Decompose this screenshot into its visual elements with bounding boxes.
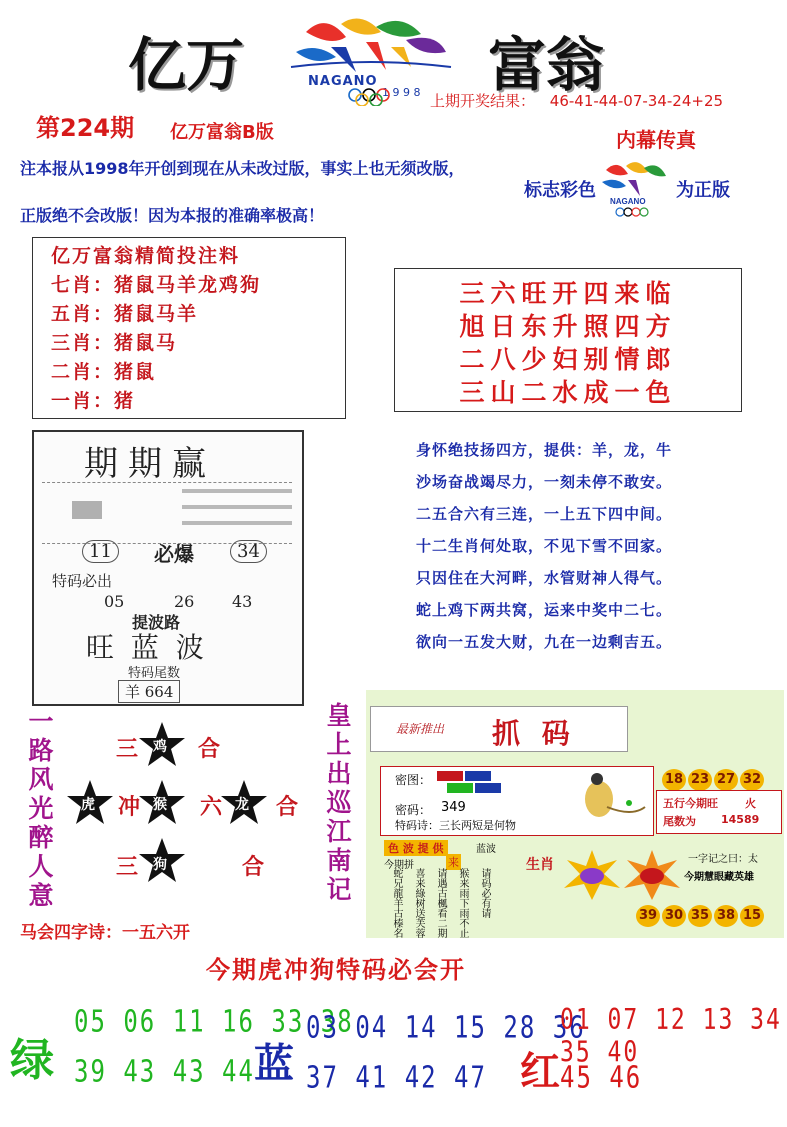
picks-box: [32, 237, 346, 419]
issue-edition: 亿万富翁B版: [170, 122, 274, 143]
today-label: 今期拼: [384, 860, 414, 871]
verse-line: 身怀绝技扬四方，提供：羊，龙，牛: [416, 441, 673, 459]
grab-col: 喜来綠树送芙蓉: [413, 868, 424, 938]
verse-line: 蛇上鸡下两共窝，运来中奖中二七。: [416, 601, 673, 619]
star-row2-b: 冲: [118, 795, 141, 820]
title-left: 亿万: [128, 31, 245, 99]
picks-title: 亿万富翁精简投注料: [51, 245, 241, 267]
fax-label: 内幕传真: [616, 128, 696, 152]
green-wave-row1: 05 06 11 16 33 38: [74, 1004, 354, 1039]
scan-right-num: 34: [230, 540, 267, 563]
notice-line-1: 注本报从1998年开创到现在从未改过版，事实上也无须改版，: [20, 159, 465, 178]
olympic-rings-icon: [346, 88, 406, 106]
number-ball: 27: [714, 769, 738, 791]
star-row2-c: 猴: [153, 797, 167, 813]
scan-num: 05: [104, 592, 125, 611]
verse-line: 十二生肖何处取，不见下雪不回家。: [416, 537, 673, 555]
green-wave-row2: 39 43 43 44: [74, 1054, 255, 1089]
scan-noise: [42, 482, 292, 544]
green-wave-label: 绿: [10, 1035, 54, 1086]
red-wave-label: 红: [520, 1049, 560, 1095]
horse-poem: 马会四字诗：一五六开: [20, 923, 190, 943]
number-ball: 39: [636, 905, 660, 927]
grab-balls-top: [662, 768, 766, 791]
poem-line: 旭日东升照四方: [459, 312, 677, 341]
picks-line: 三肖：猪鼠马: [51, 332, 178, 354]
scan-mid-text: 特码必出: [52, 572, 113, 590]
grab-password-label: 密图：: [395, 773, 432, 787]
grab-title: 抓 码: [492, 717, 576, 750]
star-row2-a: 虎: [81, 797, 95, 813]
title-right: 富翁: [488, 31, 605, 99]
picks-line: 七肖：猪鼠马羊龙鸡狗: [51, 274, 262, 296]
blue-wave-row2: 37 41 42 47: [306, 1060, 487, 1095]
color-row: 色 波 提 供: [384, 840, 448, 856]
verse-line: 沙场奋战竭尽力，一刻未停不敢安。: [416, 473, 673, 491]
grab-note: 一字记之曰：太: [688, 854, 758, 865]
small-nagano-logo-icon: [598, 156, 672, 218]
grab-balls-bottom: [636, 904, 766, 927]
picks-line: 五肖：猪鼠马羊: [51, 303, 199, 325]
flower-logo-icon: [286, 12, 456, 82]
element-line1: 五行今期旺: [663, 797, 718, 810]
element-line2: 尾数为: [663, 815, 696, 828]
verse-line: 只因住在大河畔，水管财神人得气。: [416, 569, 673, 587]
scan-left-num: 11: [82, 540, 119, 563]
last-result-value: 46-41-44-07-34-24+25: [549, 92, 724, 110]
scan-road: 提波路: [132, 613, 181, 632]
verse-list: [416, 434, 706, 658]
star-row1-c: 合: [198, 737, 221, 762]
scan-panel: [32, 430, 304, 706]
star-row2-f: 合: [276, 795, 299, 820]
scan-title: 期期赢: [84, 444, 216, 484]
logo-text: NAGANO: [308, 74, 378, 89]
grab-special-poem: 特码诗：三长两短是何物: [395, 819, 516, 832]
scan-tail: 羊 664: [118, 680, 180, 703]
grab-col: 蛇兄龍羊古榛名: [391, 868, 402, 938]
bird-icon: [577, 767, 647, 833]
grab-latest: 最新推出: [396, 722, 445, 736]
star-diagram: [60, 712, 310, 898]
grab-code-panel: [366, 690, 784, 938]
burst-goat-icon: [622, 850, 682, 900]
verse-line: 欲向一五发大财，九在一边剩吉五。: [416, 633, 673, 651]
star-row2-e: 龙: [235, 797, 249, 813]
grab-columns: [390, 868, 490, 938]
red-wave-row2: 45 46: [560, 1060, 643, 1095]
star-row3-a: 三: [116, 855, 139, 880]
red-wave-row1: 01 07 12 13 34 35 40: [560, 1004, 782, 1069]
grab-code-box: [380, 766, 654, 836]
today-value: 来: [448, 856, 459, 869]
star-row1-a: 三: [116, 737, 139, 762]
grab-col: 猴来雨下雨不止: [457, 868, 468, 938]
element-value1: 火: [745, 797, 756, 810]
scan-num: 26: [174, 592, 195, 611]
poem-line: 三六旺开四来临: [459, 279, 677, 308]
picks-line: 二肖：猪鼠: [51, 361, 157, 383]
poem-line: 二八少妇别情郎: [459, 345, 677, 374]
logo-year: 1 9 9 8: [382, 86, 421, 99]
scan-sub: 特码尾数: [128, 666, 181, 681]
issue-number: 第224期: [36, 114, 135, 142]
scan-num: 43: [232, 592, 253, 611]
number-ball: 30: [662, 905, 686, 927]
color-value: 蓝波: [476, 844, 496, 855]
scan-line-a: 必爆: [154, 542, 194, 566]
burst-ox-icon: [562, 850, 622, 900]
slogan: 今期虎冲狗特码必会开: [206, 956, 466, 984]
number-ball: 23: [688, 769, 712, 791]
star-row3-b: 狗: [153, 857, 167, 873]
number-ball: 35: [688, 905, 712, 927]
picks-line: 一肖：猪: [51, 390, 136, 412]
star-row1-b: 鸡: [153, 739, 167, 755]
poem-box: [394, 268, 742, 412]
code-graphic-icon: [437, 771, 501, 795]
last-result: [430, 90, 723, 111]
number-ball: 38: [714, 905, 738, 927]
logo-note-right: 为正版: [676, 180, 730, 201]
left-vertical-text: 一路风光醉人意: [25, 708, 54, 911]
last-result-label: 上期开奖结果：: [430, 92, 536, 110]
blue-wave-label: 蓝: [254, 1041, 294, 1087]
number-ball: 32: [740, 769, 764, 791]
grab-col: 请遇古楓看二期: [435, 868, 446, 938]
grab-password-value: 349: [441, 800, 466, 815]
zodiac-label: 生肖: [526, 857, 554, 873]
number-ball: 15: [740, 905, 764, 927]
poem-line: 三山二水成一色: [459, 378, 677, 407]
right-vertical-text: 皇上出巡江南记: [323, 702, 352, 905]
element-value2: 14589: [721, 813, 760, 826]
grab-hero: 今期慧眼藏英雄: [684, 872, 754, 883]
verse-line: 二五合六有三连，一上五下四中间。: [416, 505, 673, 523]
blue-wave-row1: 03 04 14 15 28 36: [306, 1010, 586, 1045]
star-row2-d: 六: [200, 795, 223, 820]
grab-password: 密码：: [395, 803, 432, 817]
element-box: [656, 790, 782, 834]
scan-big-text: 旺 蓝 波: [86, 631, 208, 664]
logo-note-left: 标志彩色: [524, 180, 596, 201]
notice-line-2: 正版绝不会改版！因为本报的准确率极高！: [20, 206, 325, 225]
svg-text:NAGANO: NAGANO: [610, 197, 646, 206]
star-row3-c: 合: [242, 855, 265, 880]
grab-col: 请码必有请: [479, 868, 490, 918]
number-ball: 18: [662, 769, 686, 791]
